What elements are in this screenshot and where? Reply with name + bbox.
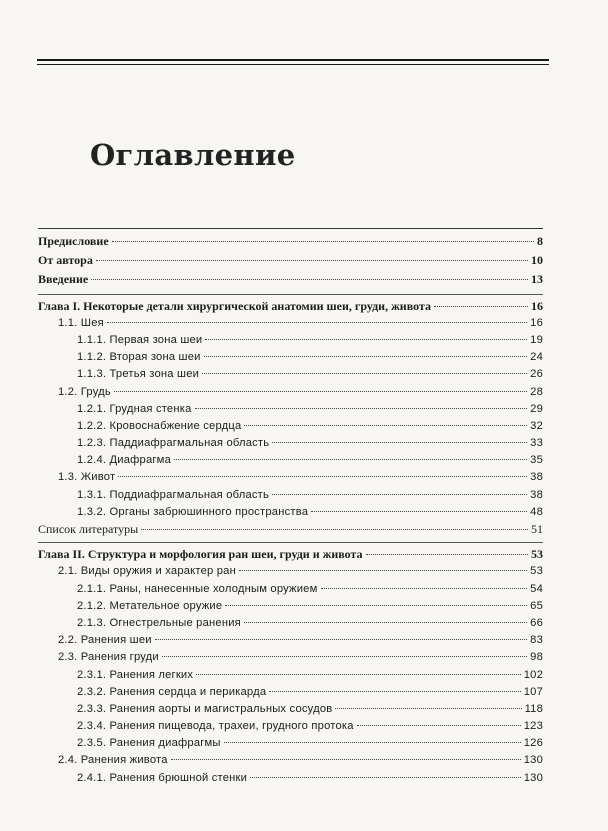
toc-entry-label: 1.2.2. Кровоснабжение сердца xyxy=(77,419,242,432)
toc-entry-label: Предисловие xyxy=(38,234,109,248)
toc-entry-page-number: 53 xyxy=(530,565,543,578)
toc-entry-page-number: 53 xyxy=(531,547,543,562)
toc-entry-label: 2.3.5. Ранения диафрагмы xyxy=(77,737,221,750)
toc-entry-leader-dots xyxy=(141,529,528,530)
toc-entry-label: 2.1.1. Раны, нанесенные холодным оружием xyxy=(77,582,318,595)
toc-entry-label: 1.2. Грудь xyxy=(58,385,111,398)
toc-entry xyxy=(38,649,543,666)
toc-entry xyxy=(38,384,543,401)
toc-entry xyxy=(38,770,543,787)
toc-entry xyxy=(38,581,543,598)
toc-entry-page-number: 16 xyxy=(530,316,543,329)
toc-section-front xyxy=(38,228,543,294)
toc-entry-leader-dots xyxy=(195,408,528,409)
toc-entry-leader-dots xyxy=(321,588,528,589)
toc-entry-label: 2.3.3. Ранения аорты и магистральных сосудов xyxy=(77,702,333,715)
toc-entry-leader-dots xyxy=(272,494,527,495)
toc-entry-leader-dots xyxy=(155,639,527,640)
toc-entry-label: 2.3.1. Ранения легких xyxy=(77,668,194,681)
table-of-contents xyxy=(38,228,543,787)
toc-entry xyxy=(38,232,543,251)
toc-entry-page-number: 118 xyxy=(524,702,543,715)
toc-entry-leader-dots xyxy=(91,279,528,280)
toc-entry xyxy=(38,418,543,435)
toc-entry-label: 2.2. Ранения шеи xyxy=(58,634,152,647)
toc-entry-leader-dots xyxy=(311,511,527,512)
toc-entry-page-number: 8 xyxy=(537,234,543,248)
toc-entry-label: 1.1. Шея xyxy=(58,316,104,329)
toc-entry-page-number: 32 xyxy=(530,419,543,432)
toc-entry xyxy=(38,349,543,366)
toc-entry-label: 2.3. Ранения груди xyxy=(58,651,159,664)
toc-entry-label: 1.1.2. Вторая зона шеи xyxy=(77,351,201,364)
toc-entry xyxy=(38,598,543,615)
toc-entry-leader-dots xyxy=(244,425,527,426)
toc-entry xyxy=(38,701,543,718)
toc-entry-label: 2.1.2. Метательное оружие xyxy=(77,599,223,612)
header-rule-thin xyxy=(37,64,549,65)
toc-entry-label: От автора xyxy=(38,253,93,268)
toc-entry xyxy=(38,718,543,735)
toc-entry-leader-dots xyxy=(434,306,528,307)
page-title: Оглавление xyxy=(90,138,296,172)
toc-entry-page-number: 38 xyxy=(530,488,543,501)
toc-entry xyxy=(38,546,543,563)
toc-entry xyxy=(38,632,543,649)
toc-entry xyxy=(38,298,543,315)
toc-entry-page-number: 83 xyxy=(530,634,543,647)
toc-entry-page-number: 130 xyxy=(523,754,543,767)
toc-entry-page-number: 28 xyxy=(530,385,543,398)
toc-entry-label: 1.2.3. Паддиафрагмальная область xyxy=(77,437,270,450)
toc-entry-leader-dots xyxy=(250,777,521,778)
toc-entry-leader-dots xyxy=(225,605,527,606)
toc-entry-label: 2.1.3. Огнестрельные ранения xyxy=(77,616,241,629)
toc-entry-leader-dots xyxy=(239,570,527,571)
toc-entry-page-number: 107 xyxy=(523,685,543,698)
toc-entry xyxy=(38,315,543,332)
toc-entry xyxy=(38,270,543,289)
toc-entry-leader-dots xyxy=(205,339,527,340)
toc-entry xyxy=(38,684,543,701)
toc-entry-page-number: 29 xyxy=(530,402,543,415)
toc-entry-page-number: 19 xyxy=(530,333,543,346)
toc-entry-page-number: 10 xyxy=(531,253,543,268)
toc-entry xyxy=(38,435,543,452)
toc-entry xyxy=(38,469,543,486)
toc-entry-label: 2.3.4. Ранения пищевода, трахеи, грудного протока xyxy=(77,720,354,733)
toc-entry-label: 1.3.2. Органы забрюшинного пространства xyxy=(77,505,309,518)
toc-entry-label: 1.1.1. Первая зона шеи xyxy=(77,333,203,346)
toc-entry-page-number: 51 xyxy=(531,522,543,536)
toc-entry-label: Глава II. Структура и морфология ран шеи, груди и живота xyxy=(38,547,363,562)
toc-entry-leader-dots xyxy=(204,356,528,357)
toc-entry-page-number: 35 xyxy=(530,454,543,467)
toc-entry-leader-dots xyxy=(118,476,527,477)
toc-entry-label: 1.2.1. Грудная стенка xyxy=(77,402,192,415)
toc-entry-label: Глава I. Некоторые детали хирургической анатомии шеи, груди, живота xyxy=(38,298,431,313)
toc-entry-leader-dots xyxy=(272,442,527,443)
toc-entry-page-number: 126 xyxy=(523,737,543,750)
toc-entry-label: 2.1. Виды оружия и характер ран xyxy=(58,565,236,578)
toc-entry-page-number: 38 xyxy=(530,471,543,484)
toc-entry-page-number: 33 xyxy=(530,437,543,450)
toc-entry-page-number: 102 xyxy=(523,668,543,681)
toc-entry-label: 2.4. Ранения живота xyxy=(58,754,168,767)
toc-entry-page-number: 48 xyxy=(530,505,543,518)
toc-entry-label: 1.2.4. Диафрагма xyxy=(77,454,171,467)
toc-entry-leader-dots xyxy=(96,260,528,261)
toc-entry xyxy=(38,735,543,752)
toc-entry-leader-dots xyxy=(202,373,527,374)
toc-entry-leader-dots xyxy=(107,322,527,323)
toc-entry-leader-dots xyxy=(196,674,521,675)
toc-entry xyxy=(38,332,543,349)
toc-entry-leader-dots xyxy=(162,656,527,657)
toc-entry-label: 1.1.3. Третья зона шеи xyxy=(77,368,200,381)
toc-section-chapter-1 xyxy=(38,294,543,543)
toc-entry-label: 1.3.1. Поддиафрагмальная область xyxy=(77,488,270,501)
toc-entry xyxy=(38,401,543,418)
toc-entry xyxy=(38,504,543,521)
toc-entry-page-number: 24 xyxy=(530,351,543,364)
toc-entry-page-number: 123 xyxy=(523,720,543,733)
toc-entry xyxy=(38,452,543,469)
toc-entry-label: Введение xyxy=(38,272,89,287)
toc-entry-page-number: 130 xyxy=(523,771,543,784)
toc-entry-leader-dots xyxy=(244,622,527,623)
toc-entry-label: 1.3. Живот xyxy=(58,471,116,484)
toc-entry-leader-dots xyxy=(366,554,528,555)
toc-entry-leader-dots xyxy=(335,708,521,709)
toc-entry-page-number: 98 xyxy=(530,651,543,664)
toc-entry-leader-dots xyxy=(174,459,527,460)
toc-entry-leader-dots xyxy=(357,725,521,726)
toc-entry-page-number: 13 xyxy=(531,272,543,287)
toc-entry-label: 2.3.2. Ранения сердца и перикарда xyxy=(77,685,267,698)
toc-entry-page-number: 54 xyxy=(530,582,543,595)
toc-entry-leader-dots xyxy=(224,742,521,743)
toc-entry-leader-dots xyxy=(114,391,527,392)
toc-entry-label: 2.4.1. Ранения брюшной стенки xyxy=(77,771,248,784)
toc-section-chapter-2 xyxy=(38,542,543,787)
header-rule-thick xyxy=(37,59,549,61)
toc-entry-leader-dots xyxy=(171,759,521,760)
toc-entry-page-number: 16 xyxy=(531,298,543,313)
toc-entry-leader-dots xyxy=(112,241,534,242)
toc-entry xyxy=(38,667,543,684)
toc-entry-label: Список литературы xyxy=(38,522,139,536)
toc-entry-leader-dots xyxy=(269,691,520,692)
toc-entry xyxy=(38,563,543,580)
toc-entry xyxy=(38,521,543,538)
toc-entry xyxy=(38,752,543,769)
toc-entry xyxy=(38,251,543,270)
toc-entry-page-number: 26 xyxy=(530,368,543,381)
toc-entry xyxy=(38,615,543,632)
toc-entry xyxy=(38,366,543,383)
toc-entry-page-number: 65 xyxy=(530,599,543,612)
toc-entry-page-number: 66 xyxy=(530,616,543,629)
toc-entry xyxy=(38,487,543,504)
